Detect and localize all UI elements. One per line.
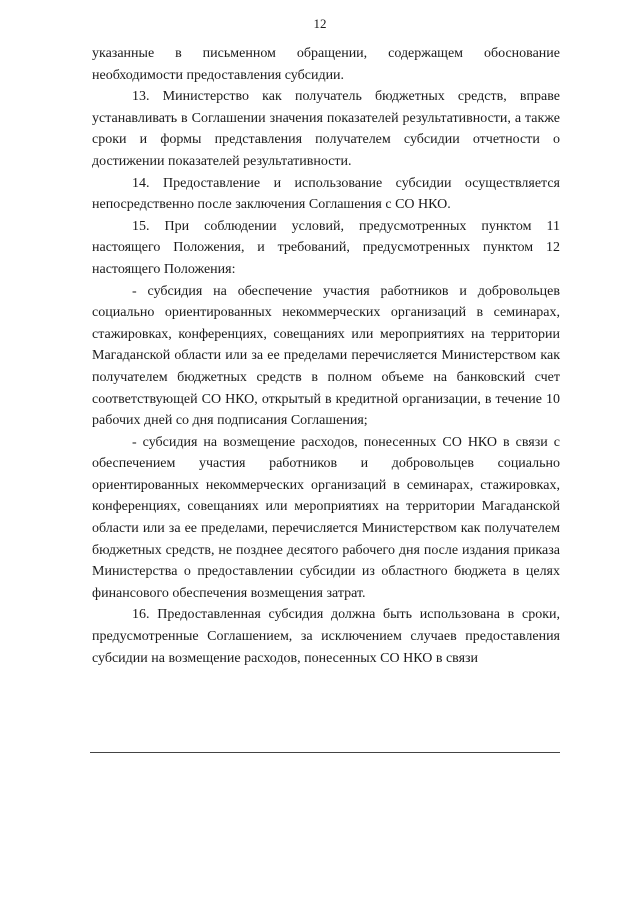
page-number: 12 [313,16,327,31]
paragraph-15-item-2: - субсидия на возмещение расходов, понесенных СО НКО в связи с обеспечением участия работников и добровольцев социально ориентированных некоммерческих организаций в семинарах, стажировках, конференциях, совещаниях или мероприятиях на территории Магаданской области или за ее пределами, перечисляется Министерством как получателем бюджетных средств, не позднее десятого рабочего дня после издания приказа Министерства о предоставлении субсидии из областного бюджета в целях финансового обеспечения возмещения затрат. [92,434,560,601]
footer-divider [90,752,560,753]
paragraph-15: 15. При соблюдении условий, предусмотренных пунктом 11 настоящего Положения, и требований, предусмотренных пунктом 12 настоящего Положения: [92,218,560,277]
paragraph-16: 16. Предоставленная субсидия должна быть использована в сроки, предусмотренные Соглашением, за исключением случаев предоставления субсидии на возмещение расходов, понесенных СО НКО в связи [92,607,560,666]
paragraph-continuation: указанные в письменном обращении, содержащем обоснование необходимости предоставления субсидии. [92,46,560,83]
paragraph-14: 14. Предоставление и использование субсидии осуществляется непосредственно после заключения Соглашения с СО НКО. [92,175,560,213]
paragraph-15-item-1: - субсидия на обеспечение участия работников и добровольцев социально ориентированных некоммерческих организаций в семинарах, стажировках, конференциях, совещаниях или мероприятиях на территории Магаданской области или за ее пределами перечисляется Министерством как получателем бюджетных средств в полном объеме на банковский счет соответствующей СО НКО, открытый в кредитной организации, в течение 10 рабочих дней со дня подписания Соглашения; [92,283,560,429]
document-body [92,43,560,669]
paragraph-13: 13. Министерство как получатель бюджетных средств, вправе устанавливать в Соглашении значения показателей результативности, а также сроки и формы представления получателем субсидии отчетности о достижении показателей результативности. [92,89,560,169]
